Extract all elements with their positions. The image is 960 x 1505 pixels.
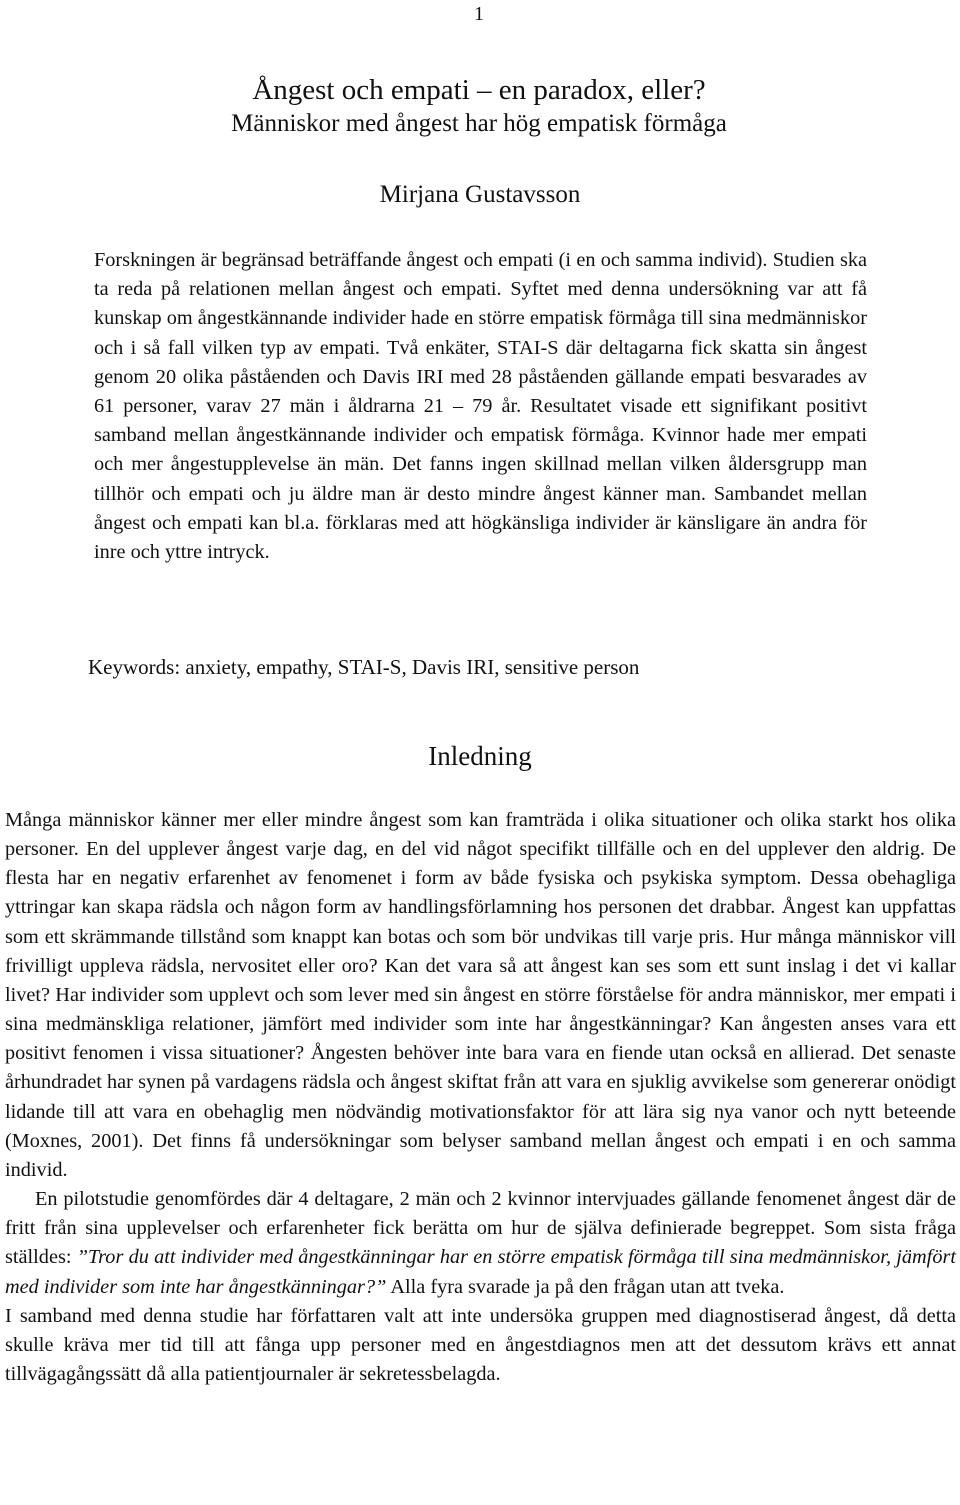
paragraph-3: I samband med denna studie har författaren valt att inte undersöka gruppen med diagnostiserad ångest, då detta skulle kräva mer tid till att fånga upp personer med en ångestdiagnos men att det dessutom krävs ett annat tillvägagångssätt då alla patientjournaler är sekretessbelagda. — [5, 1304, 956, 1385]
paper-title: Ångest och empati – en paradox, eller? — [252, 74, 706, 106]
page-number: 1 — [474, 3, 484, 25]
section-heading-inledning: Inledning — [428, 741, 532, 771]
abstract: Forskningen är begränsad beträffande ångest och empati (i en och samma individ). Studien ska ta reda på relationen mellan ångest och empati. Syftet med denna undersökning var att få kunskap om ångestkännande individer hade en större empatisk förmåga till sina medmänniskor och i så fall vilken typ av empati. Två enkäter, STAI-S där deltagarna fick skatta sin ångest genom 20 olika påståenden och Davis IRI med 28 påståenden gällande empati besvarades av 61 personer, varav 27 män i åldrarna 21 – 79 år. Resultatet visade ett signifikant positivt samband mellan ångestkännande individer och empatisk förmåga. Kvinnor hade mer empati och mer ångestupplevelse än män. Det fanns ingen skillnad mellan vilken åldersgrupp man tillhör och empati och ju äldre man är desto mindre ångest känner man. Sambandet mellan ångest och empati kan bl.a. förklaras med att högkänsliga individer är känsligare än andra för inre och yttre intryck. — [94, 249, 867, 564]
paragraph-1: Många människor känner mer eller mindre ångest som kan framträda i olika situationer och olika starkt hos olika personer. En del upplever ångest varje dag, en del vid något specifikt tillfälle och en del upplever den aldrig. De flesta har en negativ erfarenhet av fenomenet i form av både fysiska och psykiska symptom. Dessa obehagliga yttringar kan skapa rädsla och någon form av handlingsförlamning hos personen det drabbar. Ångest kan uppfattas som ett skrämmande tillstånd som knappt kan botas och som bör undvikas till varje pris. Hur många människor vill frivilligt uppleva rädsla, nervositet eller oro? Kan det vara så att ångest kan ses som ett sunt inslag i det vi kallar livet? Har individer som upplevt och som lever med sin ångest en större förståelse för andra människor, mer empati i sina medmänskliga relationer, jämfört med individer som inte har ångestkänningar? Kan ångesten anses vara ett positivt fenomen i vissa situationer? Ångesten behöver inte bara vara en fiende utan också en allierad. Det senaste århundradet har synen på vardagens rädsla och ångest skiftat från att vara en sjuklig avvikelse som genererar onödigt lidande till att vara en obehaglig men nödvändig motivationsfaktor för att lära sig nya vanor och nytt beteende (Moxnes, 2001). Det finns få undersökningar som belyser samband mellan ångest och empati i en och samma individ. — [5, 809, 956, 1181]
paragraph-2-text: En pilotstudie genomfördes där 4 deltagare, 2 män och 2 kvinnor intervjuades gällande fenomenet ångest där de fritt från sina upplevelser och erfarenheter fick berätta om hur de själva definierade begreppet. Som sista fråga ställdes: — [5, 1188, 956, 1269]
title-block — [0, 72, 960, 140]
keywords: Keywords: anxiety, empathy, STAI-S, Davis IRI, sensitive person — [88, 655, 640, 679]
paragraph-2-tail: Alla fyra svarade ja på den frågan utan att tveka. — [386, 1275, 785, 1298]
author-name: Mirjana Gustavsson — [379, 181, 581, 208]
paragraph-2-quote: ”Tror du att individer med ångestkänningar har en större empatisk förmåga till sina medmänniskor, jämfört med individer som inte har ångestkänningar?” — [5, 1246, 956, 1298]
paragraph-2 — [5, 1185, 956, 1302]
paper-subtitle: Människor med ångest har hög empatisk förmåga — [231, 110, 727, 137]
section-body — [5, 806, 956, 1389]
